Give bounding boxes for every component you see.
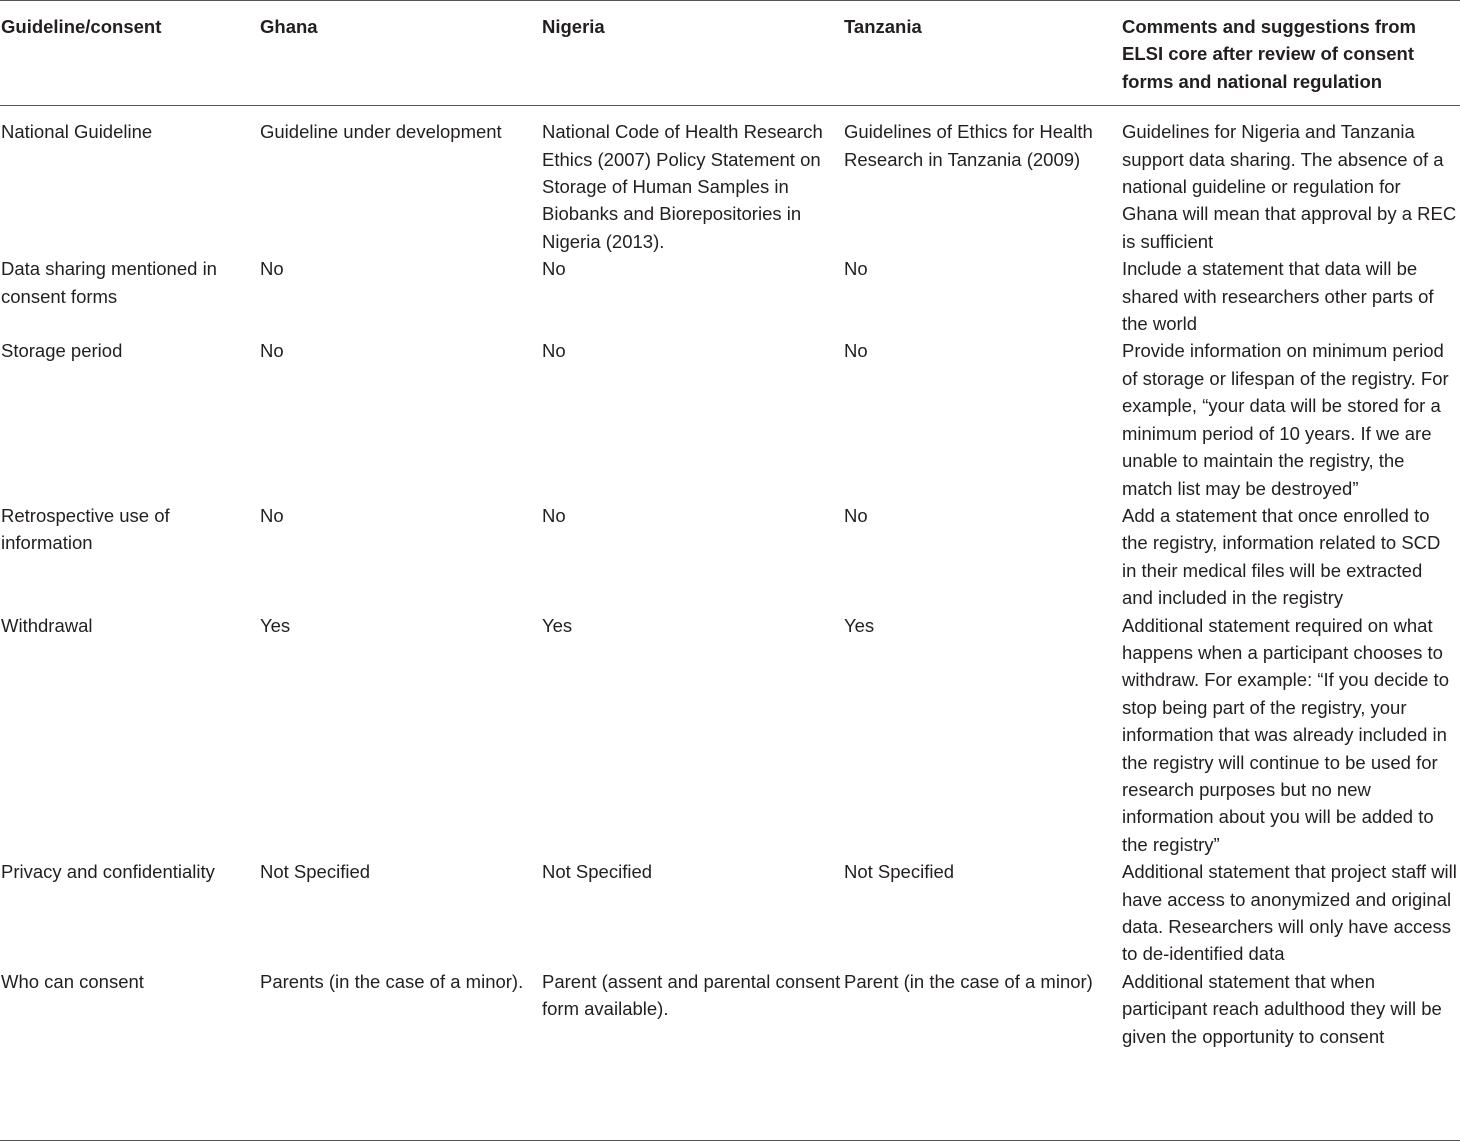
row-criterion: Privacy and confidentiality xyxy=(1,861,215,883)
row-criterion: Withdrawal xyxy=(1,614,93,636)
table-row xyxy=(0,255,1460,337)
ghana-cell: Not Specified xyxy=(260,861,371,883)
comments-cell: Provide information on minimum period of storage or lifespan of the registry. For example, “your data will be stored for a minimum period of 10 years. If we are unable to maintain the registry, the match list may be destroyed” xyxy=(1122,340,1449,499)
tanzania-cell: Yes xyxy=(844,614,875,636)
nigeria-cell: National Code of Health Research Ethics (2007) Policy Statement on Storage of Human Samples in Biobanks and Biorepositories in Nigeria (2013). xyxy=(542,121,823,252)
header-row xyxy=(0,1,1460,106)
table-row xyxy=(0,612,1460,859)
table-body xyxy=(0,106,1460,1050)
header-nigeria: Nigeria xyxy=(542,16,605,37)
row-criterion: National Guideline xyxy=(1,121,153,143)
header-tanzania: Tanzania xyxy=(844,16,922,37)
comments-cell: Add a statement that once enrolled to the registry, information related to SCD in their medical files will be extracted and included in the registry xyxy=(1122,504,1441,609)
tanzania-cell: Guidelines of Ethics for Health Research in Tanzania (2009) xyxy=(844,121,1093,170)
row-criterion: Data sharing mentioned in consent forms xyxy=(1,258,217,307)
row-criterion: Storage period xyxy=(1,340,123,362)
table-row xyxy=(0,106,1460,256)
tanzania-cell: No xyxy=(844,340,868,362)
row-criterion: Retrospective use of information xyxy=(1,504,170,554)
row-criterion: Who can consent xyxy=(1,970,144,992)
comments-cell: Guidelines for Nigeria and Tanzania support data sharing. The absence of a national guideline or regulation for Ghana will mean that approval by a REC is sufficient xyxy=(1122,121,1457,252)
ghana-cell: No xyxy=(260,258,284,280)
ghana-cell: No xyxy=(260,340,284,362)
nigeria-cell: No xyxy=(542,340,566,362)
nigeria-cell: No xyxy=(542,258,566,280)
comments-cell: Include a statement that data will be shared with researchers other parts of the world xyxy=(1122,258,1434,335)
nigeria-cell: Not Specified xyxy=(542,861,653,883)
table-row xyxy=(0,502,1460,612)
comments-cell: Additional statement required on what happens when a participant chooses to withdraw. For example: “If you decide to stop being part of the registry, your information that was already included in the registry will continue to be used for research purposes but no new information about you will be added to the registry” xyxy=(1122,614,1449,855)
tanzania-cell: Parent (in the case of a minor) xyxy=(844,970,1093,992)
header-guideline-consent: Guideline/consent xyxy=(1,16,162,37)
header-ghana: Ghana xyxy=(260,16,318,37)
table-bottom-rule xyxy=(0,1140,1460,1141)
nigeria-cell: No xyxy=(542,504,566,526)
header-comments: Comments and suggestions from ELSI core after review of consent forms and national regulation xyxy=(1122,16,1416,92)
table-row xyxy=(0,968,1460,1050)
nigeria-cell: Parent (assent and parental consent form available). xyxy=(542,970,841,1020)
ghana-cell: Yes xyxy=(260,614,291,636)
tanzania-cell: Not Specified xyxy=(844,861,955,883)
nigeria-cell: Yes xyxy=(542,614,573,636)
ghana-cell: Parents (in the case of a minor). xyxy=(260,970,524,992)
table-row xyxy=(0,858,1460,968)
ghana-cell: Guideline under development xyxy=(260,121,502,143)
comments-cell: Additional statement that when participant reach adulthood they will be given the opportunity to consent xyxy=(1122,970,1442,1047)
tanzania-cell: No xyxy=(844,258,868,280)
tanzania-cell: No xyxy=(844,504,868,526)
table-header xyxy=(0,1,1460,106)
table-row xyxy=(0,337,1460,501)
ghana-cell: No xyxy=(260,504,284,526)
comments-cell: Additional statement that project staff will have access to anonymized and original data. Researchers will only have access to de-identified data xyxy=(1122,861,1457,965)
